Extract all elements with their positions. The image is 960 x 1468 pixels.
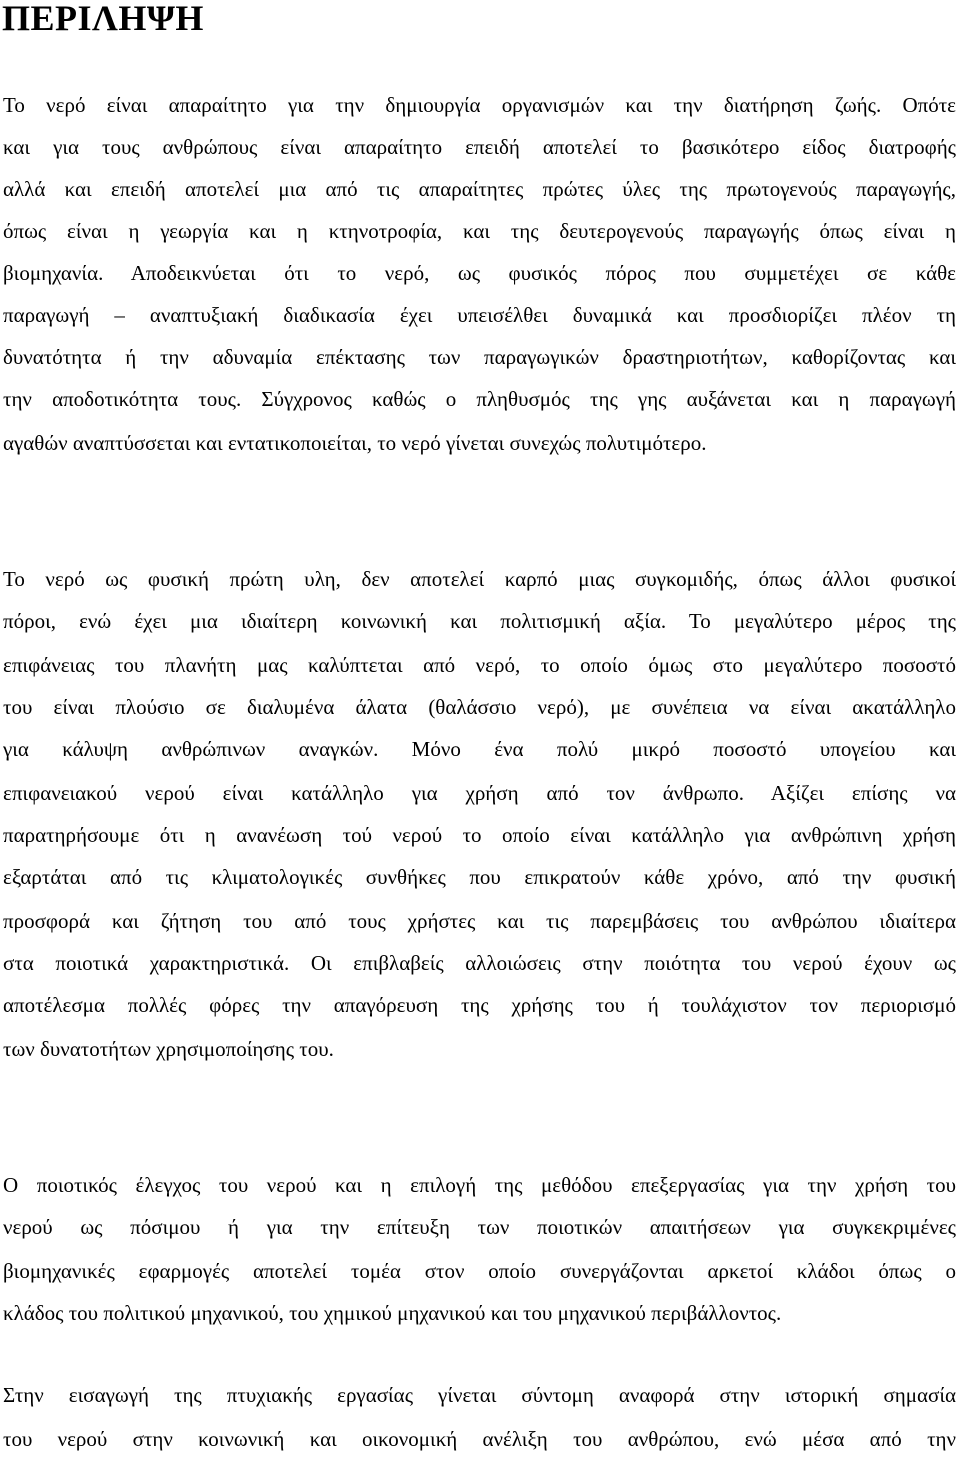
text-line: στα ποιοτικά χαρακτηριστικά. Οι επιβλαβείς αλλοιώσεις στην ποιότητα του νερού έχουν ως (3, 951, 956, 975)
text-line: επιφανειακού νερού είναι κατάλληλο για χρήση από τον άνθρωπο. Αξίζει επίσης να (3, 781, 956, 805)
text-line: βιομηχανία. Αποδεικνύεται ότι το νερό, ως φυσικός πόρος που συμμετέχει σε κάθε (3, 261, 956, 285)
text-line: επιφάνειας του πλανήτη μας καλύπτεται από νερό, το οποίο όμως στο μεγαλύτερο ποσοστό (3, 653, 956, 677)
text-line: Το νερό είναι απαραίτητο για την δημιουργία οργανισμών και την διατήρηση ζωής. Οπότε (3, 93, 956, 117)
text-line: παρατηρήσουμε ότι η ανανέωση τού νερού το οποίο είναι κατάλληλο για ανθρώπινη χρήση (3, 823, 956, 847)
text-line: όπως είναι η γεωργία και η κτηνοτροφία, και της δευτερογενούς παραγωγής όπως είναι η (3, 219, 956, 243)
text-line: βιομηχανικές εφαρμογές αποτελεί τομέα στον οποίο συνεργάζονται αρκετοί κλάδοι όπως ο (3, 1259, 956, 1283)
text-line: προσφορά και ζήτηση του από τους χρήστες και τις παρεμβάσεις του ανθρώπου ιδιαίτερα (3, 909, 956, 933)
text-line: κλάδος του πολιτικού μηχανικού, του χημικού μηχανικού και του μηχανικού περιβάλλοντος. (3, 1301, 782, 1325)
text-line: αποτέλεσμα πολλές φόρες την απαγόρευση της χρήσης του ή τουλάχιστον τον περιορισμό (3, 993, 956, 1017)
text-line: αλλά και επειδή αποτελεί μια από τις απαραίτητες πρώτες ύλες της πρωτογενούς παραγωγής, (3, 177, 956, 201)
text-line: την αποδοτικότητα τους. Σύγχρονος καθώς ο πληθυσμός της γης αυξάνεται και η παραγωγή (3, 387, 956, 411)
text-line: δυνατότητα ή την αδυναμία επέκτασης των παραγωγικών δραστηριοτήτων, καθορίζοντας και (3, 345, 956, 369)
text-line: του είναι πλούσιο σε διαλυμένα άλατα (θαλάσσιο νερό), με συνέπεια να είναι ακατάλληλο (3, 695, 956, 719)
text-line: για κάλυψη ανθρώπινων αναγκών. Μόνο ένα πολύ μικρό ποσοστό υπογείου και (3, 737, 956, 761)
text-line: του νερού στην κοινωνική και οικονομική ανέλιξη του ανθρώπου, ενώ μέσα από την (3, 1427, 956, 1451)
page-title: ΠΕΡΙΛΗΨΗ (2, 0, 204, 38)
text-line: Το νερό ως φυσική πρώτη υλη, δεν αποτελεί καρπό μιας συγκομιδής, όπως άλλοι φυσικοί (3, 567, 956, 591)
text-line: εξαρτάται από τις κλιματολογικές συνθήκες που επικρατούν κάθε χρόνο, από την φυσική (3, 865, 956, 889)
text-line: αγαθών αναπτύσσεται και εντατικοποιείται, το νερό γίνεται συνεχώς πολυτιμότερο. (3, 431, 707, 455)
text-line: πόροι, ενώ έχει μια ιδιαίτερη κοινωνική και πολιτισμική αξία. Το μεγαλύτερο μέρος της (3, 609, 956, 633)
text-line: των δυνατοτήτων χρησιμοποίησης του. (3, 1037, 334, 1061)
text-line: παραγωγή – αναπτυξιακή διαδικασία έχει υπεισέλθει δυναμικά και προσδιορίζει πλέον τη (3, 303, 956, 327)
text-line: και για τους ανθρώπους είναι απαραίτητο επειδή αποτελεί το βασικότερο είδος διατροφής (3, 135, 956, 159)
text-line: Στην εισαγωγή της πτυχιακής εργασίας γίνεται σύντομη αναφορά στην ιστορική σημασία (3, 1383, 956, 1407)
text-line: Ο ποιοτικός έλεγχος του νερού και η επιλογή της μεθόδου επεξεργασίας για την χρήση του (3, 1173, 956, 1197)
text-line: νερού ως πόσιμου ή για την επίτευξη των ποιοτικών απαιτήσεων για συγκεκριμένες (3, 1215, 956, 1239)
